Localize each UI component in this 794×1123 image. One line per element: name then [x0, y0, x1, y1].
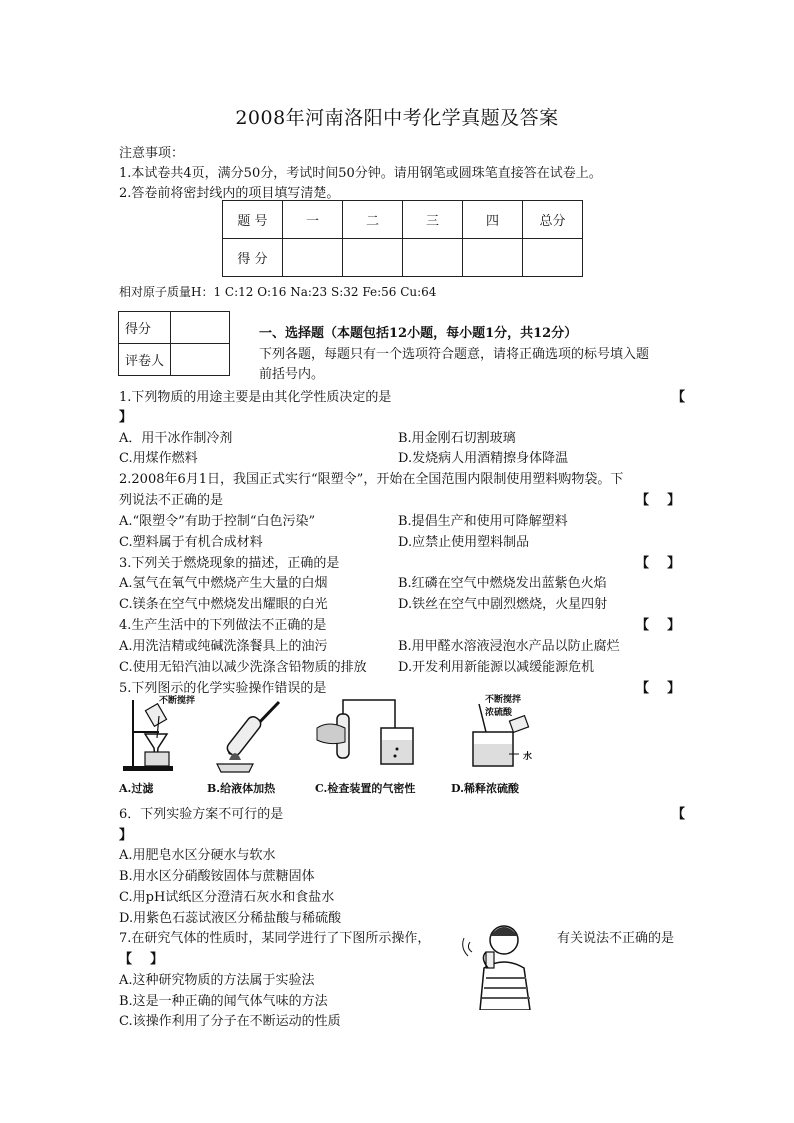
answer-bracket[interactable]: 【 】: [636, 556, 681, 571]
question-stem: 6．下列实验方案不可行的是: [119, 807, 284, 822]
option-c: C.塑料属于有机合成材料: [119, 535, 263, 550]
question-stem: 5.下列图示的化学实验操作错误的是: [119, 681, 327, 696]
option-c: C.用煤作燃料: [119, 451, 198, 466]
score-cell: 得 分: [223, 239, 283, 277]
grade-label: 得分: [119, 312, 171, 344]
answer-bracket[interactable]: 【 】: [636, 493, 681, 508]
option-d: D.用紫色石蕊试液区分稀盐酸与稀硫酸: [119, 911, 342, 926]
heating-figure: [209, 694, 299, 774]
question-stem-right: 有关说法不正确的是: [557, 931, 675, 946]
notice-item-1: 1.本试卷共4页，满分50分，考试时间50分钟。请用钢笔或圆珠笔直接答在试卷上。: [119, 166, 602, 181]
answer-bracket[interactable]: 【 】: [119, 952, 164, 967]
score-cell: 三: [403, 201, 463, 239]
acid-label: 浓硫酸: [485, 708, 513, 718]
option-b: B.提倡生产和使用可降解塑料: [398, 514, 568, 529]
stir-label: 不断搅拌: [485, 695, 522, 705]
notice-item-2: 2.答卷前将密封线内的项目填写清楚。: [119, 186, 340, 201]
option-a: A.用洗洁精或纯碱洗涤餐具上的油污: [119, 639, 328, 654]
score-blank[interactable]: [523, 239, 583, 277]
option-a: A.这种研究物质的方法属于实验法: [119, 973, 315, 988]
option-b: B.用金刚石切割玻璃: [398, 431, 516, 446]
section-intro: 下列各题，每题只有一个选项符合题意，请将正确选项的标号填入题: [259, 347, 650, 362]
question-stem-cont: 列说法不正确的是: [119, 493, 224, 508]
filtration-figure: [119, 694, 189, 774]
score-blank[interactable]: [343, 239, 403, 277]
score-table-score-row: [223, 239, 583, 277]
figure-caption-d: D.稀释浓硫酸: [451, 782, 519, 795]
question-stem: 1.下列物质的用途主要是由其化学性质决定的是: [119, 390, 392, 405]
option-a: A.用肥皂水区分硬水与软水: [119, 848, 276, 863]
score-cell: 总分: [523, 201, 583, 239]
water-label: 水: [523, 752, 533, 762]
grade-box: [118, 311, 230, 376]
option-d: D.发烧病人用酒精擦身体降温: [398, 451, 569, 466]
page-title: 2008年河南洛阳中考化学真题及答案: [235, 107, 559, 129]
figure-caption-b: B.给液体加热: [207, 782, 276, 795]
option-c: C.用pH试纸区分澄清石灰水和食盐水: [119, 890, 335, 905]
answer-bracket-open[interactable]: 【: [672, 390, 686, 405]
score-cell: 题 号: [223, 201, 283, 239]
score-blank[interactable]: [463, 239, 523, 277]
option-d: D.铁丝在空气中剧烈燃烧，火星四射: [398, 597, 608, 612]
figure-caption-c: C.检查装置的气密性: [315, 782, 416, 795]
option-c: C.使用无铅汽油以减少洗涤含铅物质的排放: [119, 660, 367, 675]
question-stem: 2.2008年6月1日，我国正式实行“限塑令”，开始在全国范围内限制使用塑料购物袋。下: [119, 472, 624, 487]
score-table-header-row: [223, 201, 583, 239]
option-c: C.该操作利用了分子在不断运动的性质: [119, 1014, 341, 1029]
answer-bracket[interactable]: 【 】: [636, 681, 681, 696]
option-b: B.这是一种正确的闻气体气味的方法: [119, 994, 328, 1009]
option-a: A．用干冰作制冷剂: [119, 431, 233, 446]
airtight-figure: [309, 694, 429, 774]
question-stem: 3.下列关于燃烧现象的描述，正确的是: [119, 556, 340, 571]
notice-heading: 注意事项：: [119, 146, 185, 161]
option-b: B.用水区分硝酸铵固体与蔗糖固体: [119, 869, 315, 884]
experiment-figures: [119, 694, 549, 798]
option-d: D.应禁止使用塑料制品: [398, 535, 530, 550]
question-stem: 7.在研究气体的性质时，某同学进行了下图所示操作，: [119, 931, 431, 946]
answer-bracket[interactable]: 【 】: [636, 618, 681, 633]
answer-bracket-close: 】: [119, 828, 133, 843]
section-heading: 一、选择题（本题包括12小题，每小题1分，共12分）: [259, 326, 578, 341]
option-b: B.红磷在空气中燃烧发出蓝紫色火焰: [398, 576, 607, 591]
option-d: D.开发利用新能源以减缓能源危机: [398, 660, 595, 675]
option-a: A.“限塑令”有助于控制“白色污染”: [119, 514, 316, 529]
score-cell: 二: [343, 201, 403, 239]
grader-label: 评卷人: [119, 344, 171, 376]
atomic-mass-line: 相对原子质量H：1 C:12 O:16 Na:23 S:32 Fe:56 Cu:64: [119, 285, 437, 299]
smelling-gas-figure: [460, 918, 550, 1010]
score-cell: 四: [463, 201, 523, 239]
grader-blank[interactable]: [171, 344, 230, 376]
stir-label: 不断搅拌: [159, 696, 196, 706]
score-cell: 一: [283, 201, 343, 239]
option-b: B.用甲醛水溶液浸泡水产品以防止腐烂: [398, 639, 620, 654]
answer-bracket-close: 】: [119, 410, 133, 425]
section-intro-cont: 前括号内。: [259, 367, 325, 382]
option-c: C.镁条在空气中燃烧发出耀眼的白光: [119, 597, 328, 612]
answer-bracket-open[interactable]: 【: [672, 807, 686, 822]
question-stem: 4.生产生活中的下列做法不正确的是: [119, 618, 327, 633]
grade-blank[interactable]: [171, 312, 230, 344]
score-blank[interactable]: [283, 239, 343, 277]
figure-caption-a: A.过滤: [119, 782, 154, 795]
option-a: A.氢气在氧气中燃烧产生大量的白烟: [119, 576, 328, 591]
score-blank[interactable]: [403, 239, 463, 277]
score-table: [222, 200, 583, 277]
